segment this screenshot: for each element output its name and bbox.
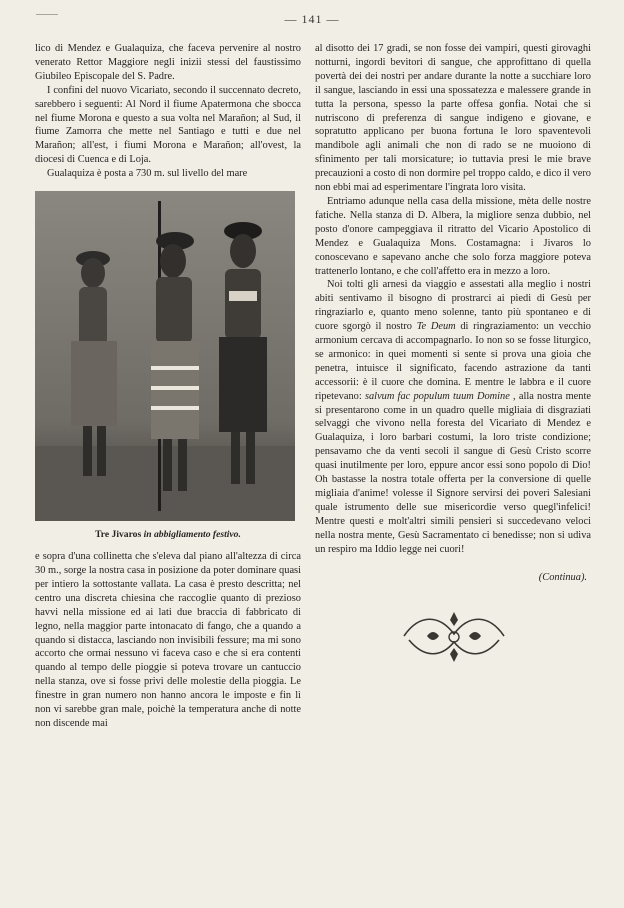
left-column (35, 42, 301, 731)
paragraph: Entriamo adunque nella casa della missione, mèta delle nostre fatiche. Nella stanza di D. Albera, la migliore senza dubbio, nel posto d'onore campeggiava il ritratto del Vicario Apostolico di Mendez e Gualaquiza Mons. Costamagna: i Jivaros lo conoscevano e sapevano anche che solo forza maggiore poteva trattenerlo lontano, e che coll'affetto era in mezzo a loro. (315, 195, 591, 277)
paragraph: I confini del nuovo Vicariato, secondo il succennato decreto, sarebbero i seguenti: Al Nord il fiume Apatermona che sbocca nel fiume Morona e questo a sua volta nel Marañon; al Sud, il fiume Zamorra che mette nel Santiago e tutti e due nel Marañon; all'est, i fiumi Morona e Marañon; all'ovest, la diocesi di Cuenca e di Loja. (35, 84, 301, 166)
text-span: , alla nostra mente si presentarono come in un quadro quelle migliaia di disgraziati selvaggi che vivono nella foresta del Vicariato di Mendez e Gualaquiza, i loro barbari costumi, la loro triste condizione; pensavamo che da venti secoli il sangue di Gesù Cristo scorre quasi inutilmente per loro, eppure ancor essi sono popolo di Dio! Oh bastasse la nostra totale offerta per la conversione di quelle migliaia d'anime! volesse il Signore servirsi dei poveri Salesiani quale istrumento delle sue misericordie verso quegl'infelici! Mentre questi e molt'altri simili pensieri si succedevano veloci nella nostra mente, Gesù Sacramentato ci benedisse; non si udiva un respiro ma Iddio legge nei cuori! (315, 390, 591, 555)
paragraph: al disotto dei 17 gradi, se non fosse dei vampiri, questi girovaghi notturni, ingordi bevitori di sangue, che approfittano di quella povertà dei dei nostri per andare durante la notte a succhiare loro il sangue, lasciando in essi una spossatezza e malessere grande in tutta la persona, spesso la parte offesa gonfia. Notai che si nutriscono di preferenza di sangue indigeno e giovane, e sopratutto applicano per buona fortuna le loro spaventevoli mandibole agli animali che non di rado se ne muoiono di sfinimento per tali morsicature; io tuttavia presi le mie brave precauzioni a costo di non dormire pel troppo caldo, e dico il vero non ebbi mai ad esperimentare l'ingrata loro visita. (315, 43, 591, 194)
decorative-ornament (399, 606, 509, 668)
ornament-graphic (399, 606, 509, 668)
latin-phrase: salvum fac populum tuum Domine (364, 390, 510, 402)
photo-illustration (35, 191, 295, 521)
continued-note: (Continua). (538, 571, 587, 583)
photo-three-jivaros (35, 191, 295, 521)
paragraph (315, 278, 591, 556)
text-span: di ringraziamento: un vecchio armonium cercava di accompagnarlo. Io non so se fosse liturgico, se armonico: in quei momenti si sente si prova una gioia che penetra, intuisce il significato, facendo astrazione da tanti accessorii: è il cuore che domina. E mentre le labbra e il cuore ripetevano: (315, 321, 591, 402)
paragraph: Gualaquiza è posta a 730 m. sul livello del mare (47, 168, 248, 180)
paragraph: lico di Mendez e Gualaquiza, che faceva pervenire al nostro venerato Rettor Maggiore negli inizii stessi del faustissimo Giubileo Episcopale del S. Padre. (35, 43, 301, 82)
right-column (315, 42, 591, 668)
text-span: Noi tolti gli arnesi da viaggio e assestati alla meglio i nostri abiti sentivamo il bisogno di prostrarci ai piedi di Gesù per ringraziarlo e, quanto meno solenne, tanto più spontaneo e di cuore sgorgò il nostro (315, 279, 591, 333)
te-deum-phrase: Te Deum (416, 321, 456, 333)
caption-rest: in abbigliamento festivo. (143, 529, 241, 541)
photo-caption (35, 529, 301, 541)
paragraph: e sopra d'una collinetta che s'eleva dal piano all'altezza di circa 30 m., sorge la nostra casa in posizione da poter dominare quasi per intiero la sottostante vallata. La casa è presto descritta; nel centro una discreta chiesina che raccoglie quanto di prezioso havvi nella missione ed ai lati due braccia di fabbricato di legno, nella maggior parte intonacato di fango, che a quando a quando si distacca, lasciando non invisibili fessure; ma mi sono accorto che ormai nessuno vi faceva caso e che si era contenti quando al tempo delle pioggie si poteva trovare un cantuccio nella stanza, ove si fosse privi delle molestie della pioggia. Le finestre in gran numero non hanno ancora le imposte e fin lì non vi sarebbe gran male, poichè la temperatura anche di notte non discende mai (35, 551, 301, 729)
caption-lead: Tre Jivaros (95, 529, 142, 541)
page-number: — 141 — (284, 12, 340, 26)
